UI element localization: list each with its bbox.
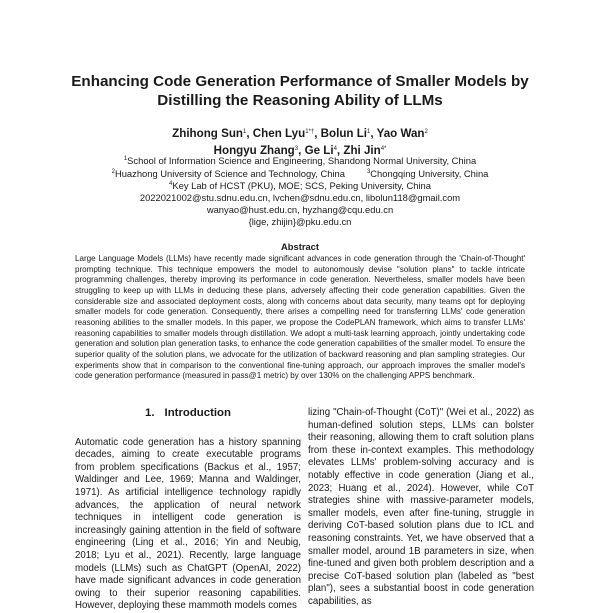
intro-paragraph-left: Automatic code generation has a history spanning decades, aiming to create executable programs from problem specifications (Backus et al., 1957; Waldinger and Lee, 1969; Manna and Waldinger, 1971). As artificial intelligence technology rapidly advances, the application of neural network techniques in intelligent code generation is increasingly gaining attention in the field of software engineering (Ling et al., 2016; Yin and Neubig, 2018; Lyu et al., 2021). Recently, large language models (LLMs) such as ChatGPT (OpenAI, 2022) have made significant advances in code generation owing to their superior reasoning capabilities. However, deploying these mammoth models comes [75, 436, 301, 612]
aff-sup: 3 [366, 168, 371, 175]
aff-sup: 4 [169, 181, 173, 188]
author-sup: 4* [380, 145, 387, 152]
aff-text: School of Information Science and Engineering, Shandong Normal University, China [127, 155, 477, 166]
author-sup: 2 [424, 129, 428, 135]
affiliations [60, 154, 540, 227]
author-name: Bolun Li [320, 127, 368, 140]
author-sup: 1 [243, 129, 247, 135]
abstract-heading: Abstract [280, 241, 320, 252]
abstract-body: Large Language Models (LLMs) have recently made significant advances in code generation through the 'Chain-of-Thought' prompting technique. This technique empowers the model to autonomously devise "solution plans" to tackle intricate programming challenges, thereby improving its performance in code generation. Nevertheless, smaller models have been struggling to keep up with LLMs in deducing these plans, adversely affecting their code generation capabilities. Given the considerable size and associated deployment costs, along with concerns about data security, many teams opt for deploying smaller models for code generation. Consequently, there arises a compelling need for transferring LLMs' code generation reasoning abilities to the smaller models. In this paper, we propose the CodePLAN framework, which aims to transfer LLMs' reasoning capabilities to smaller models through distillation. We adopt a multi-task learning approach, jointly undertaking code generation and solution plan generation tasks, to enhance the code generation capabilities of the smaller model. To ensure the superior quality of the solution plans, we advocate for the utilization of backward reasoning and plan sampling strategies. Our experiments show that in comparison to the conventional fine-tuning approach, our approach improves the smaller model's code generation performance (measured in pass@1 metric) by over 130% on the challenging APPS benchmark. [75, 254, 525, 381]
aff-text: Huazhong University of Science and Technology, China [114, 167, 345, 179]
section-heading-introduction [75, 406, 301, 420]
affiliation-2-3 [60, 167, 540, 180]
author-sup: 4 [333, 145, 337, 152]
author-name: Chen Lyu [252, 127, 306, 140]
intro-paragraph-right: lizing "Chain-of-Thought (CoT)" (Wei et al., 2022) as human-defined solution steps, LLMs can bolster their reasoning, allowing them to craft solution plans from these in-context examples. This methodology elevates LLMs' problem-solving accuracy and is notably effective in code generation (Jiang et al., 2023; Huang et al., 2024). However, while CoT strategies shine with massive-parameter models, smaller models, even after fine-tuning, struggle in deriving CoT-based solution plans due to ICL and reasoning constraints. Yet, we have observed that a smaller model, around 1B parameters in size, when fine-tuned and given both problem description and a precise CoT-based solution plan (labeled as "best plan"), sees a substantial boost in code generation capabilities, as [308, 407, 534, 607]
aff-sup: 1 [123, 156, 128, 162]
paper-title: Enhancing Code Generation Performance of Smaller Models by Distilling the Reasoning Ability of LLMs [71, 73, 529, 109]
author-name: Hongyu Zhang [213, 143, 295, 157]
author-line-2: Hongyu Zhang$^3$, Ge Li$^4$, Zhi Jin$^{4*}$ [213, 143, 387, 157]
author-sup: 1 [367, 129, 371, 135]
section-number: 1. [145, 407, 155, 419]
email-line-3: {lige, zhijin}@pku.edu.cn [248, 215, 352, 227]
author-sup: 3 [294, 145, 299, 152]
left-column [75, 406, 301, 613]
aff-text: Chongqing University, China [370, 167, 489, 179]
author-name: Zhi Jin [343, 143, 381, 157]
right-column [308, 407, 534, 609]
aff-sup: 2 [111, 168, 115, 175]
author-sup: 1*† [305, 129, 315, 135]
section-title: Introduction [164, 407, 231, 419]
author-name: Zhihong Sun [172, 127, 243, 140]
affiliation-4 [60, 179, 540, 192]
email-line-1: 2022021002@stu.sdnu.edu.cn, lvchen@sdnu.edu.cn, libolun118@gmail.com [139, 192, 461, 204]
email-line-2: wanyao@hust.edu.cn, hyzhang@cqu.edu.cn [206, 203, 394, 215]
affiliation-1 [60, 154, 540, 167]
author-name: Ge Li [304, 143, 334, 157]
author-line-1: Zhihong Sun$^1$, Chen Lyu$^{1*\dagger}$, Bolun Li$^1$, Yao Wan$^2$ [172, 127, 428, 140]
aff-text: Key Lab of HCST (PKU), MOE; SCS, Peking University, China [172, 180, 431, 192]
author-name: Yao Wan [376, 127, 425, 140]
